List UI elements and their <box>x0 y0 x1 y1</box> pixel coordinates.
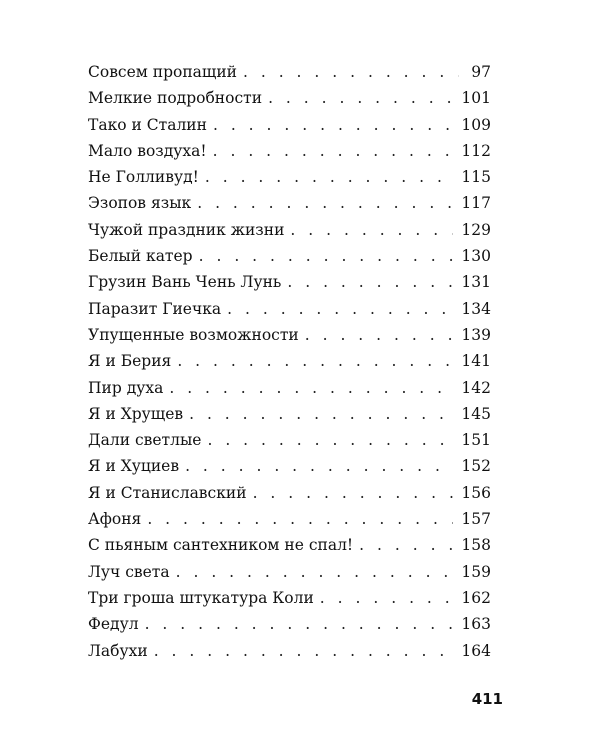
toc-entry-page: 151 <box>461 431 491 450</box>
toc-dot-leader <box>185 453 453 479</box>
toc-dot-leader <box>227 296 453 322</box>
toc-entry[interactable] <box>88 85 491 111</box>
toc-entry-page: 109 <box>461 115 491 134</box>
toc-entry-title: Эзопов язык <box>88 194 192 213</box>
toc-entry[interactable] <box>88 269 491 295</box>
toc-entry-title: Я и Станиславский <box>88 483 247 502</box>
toc-entry-page: 163 <box>461 615 491 634</box>
toc-dot-leader <box>154 638 454 664</box>
toc-dot-leader <box>169 375 453 401</box>
toc-dot-leader <box>290 217 453 243</box>
toc-entry-page: 139 <box>461 325 491 344</box>
table-of-contents <box>88 59 491 664</box>
toc-dot-leader <box>268 85 453 111</box>
toc-dot-leader <box>147 506 453 532</box>
toc-entry[interactable] <box>88 480 491 506</box>
toc-entry[interactable] <box>88 506 491 532</box>
toc-entry-title: Грузин Вань Чень Лунь <box>88 273 282 292</box>
toc-dot-leader <box>197 190 453 216</box>
toc-entry-title: Федул <box>88 615 139 634</box>
toc-entry-title: Я и Хрущев <box>88 404 184 423</box>
toc-entry-page: 112 <box>461 141 491 160</box>
toc-dot-leader <box>213 112 453 138</box>
toc-entry[interactable] <box>88 164 491 190</box>
toc-entry-title: Упущенные возможности <box>88 325 299 344</box>
toc-entry-title: Не Голливуд! <box>88 168 199 187</box>
toc-entry[interactable] <box>88 375 491 401</box>
toc-entry[interactable] <box>88 138 491 164</box>
toc-entry-title: Пир духа <box>88 378 164 397</box>
toc-entry-title: Луч света <box>88 562 170 581</box>
toc-dot-leader <box>320 585 454 611</box>
toc-dot-leader <box>205 164 454 190</box>
toc-dot-leader <box>359 532 453 558</box>
toc-entry-title: Дали светлые <box>88 431 202 450</box>
toc-entry-title: Три гроша штукатура Коли <box>88 588 314 607</box>
toc-entry[interactable] <box>88 112 491 138</box>
toc-dot-leader <box>199 243 454 269</box>
toc-entry[interactable] <box>88 296 491 322</box>
toc-entry[interactable] <box>88 638 491 664</box>
toc-entry[interactable] <box>88 59 491 85</box>
toc-entry-page: 152 <box>461 457 491 476</box>
toc-entry-page: 129 <box>461 220 491 239</box>
toc-dot-leader <box>305 322 454 348</box>
toc-entry-page: 142 <box>461 378 491 397</box>
toc-dot-leader <box>253 480 454 506</box>
toc-dot-leader <box>176 559 454 585</box>
toc-entry-page: 158 <box>461 536 491 555</box>
toc-entry[interactable] <box>88 611 491 637</box>
toc-entry-page: 156 <box>461 483 491 502</box>
toc-entry[interactable] <box>88 559 491 585</box>
toc-entry-title: Чужой праздник жизни <box>88 220 285 239</box>
toc-entry-title: Тако и Сталин <box>88 115 207 134</box>
toc-entry[interactable] <box>88 427 491 453</box>
toc-entry-title: Совсем пропащий <box>88 63 237 81</box>
toc-dot-leader <box>145 611 454 637</box>
toc-entry[interactable] <box>88 401 491 427</box>
toc-entry-page: 162 <box>461 588 491 607</box>
toc-entry[interactable] <box>88 217 491 243</box>
toc-entry[interactable] <box>88 243 491 269</box>
toc-entry[interactable] <box>88 348 491 374</box>
toc-entry-page: 159 <box>461 562 491 581</box>
toc-entry-page: 145 <box>461 404 491 423</box>
toc-entry-title: Я и Хуциев <box>88 457 180 476</box>
toc-entry[interactable] <box>88 453 491 479</box>
toc-entry-title: С пьяным сантехником не спал! <box>88 536 354 555</box>
toc-dot-leader <box>287 269 453 295</box>
toc-entry-page: 115 <box>461 168 491 187</box>
toc-entry[interactable] <box>88 585 491 611</box>
toc-entry-page: 134 <box>461 299 491 318</box>
toc-entry-page: 141 <box>461 352 491 371</box>
toc-dot-leader <box>213 138 454 164</box>
toc-entry-title: Мелкие подробности <box>88 89 263 108</box>
toc-entry[interactable] <box>88 532 491 558</box>
toc-entry[interactable] <box>88 190 491 216</box>
toc-entry-page: 131 <box>461 273 491 292</box>
toc-entry[interactable] <box>88 322 491 348</box>
toc-entry-page: 97 <box>471 63 491 81</box>
toc-entry-page: 117 <box>461 194 491 213</box>
toc-entry-title: Я и Берия <box>88 352 172 371</box>
toc-dot-leader <box>177 348 453 374</box>
toc-entry-page: 157 <box>461 510 491 529</box>
toc-dot-leader <box>243 59 459 85</box>
toc-entry-title: Белый катер <box>88 247 193 266</box>
toc-dot-leader <box>207 427 453 453</box>
page-number: 411 <box>471 690 503 708</box>
toc-entry-page: 101 <box>461 89 491 108</box>
toc-entry-title: Мало воздуха! <box>88 141 207 160</box>
toc-entry-title: Паразит Гиечка <box>88 299 222 318</box>
toc-entry-page: 130 <box>461 247 491 266</box>
toc-entry-title: Афоня <box>88 510 142 529</box>
toc-entry-page: 164 <box>461 641 491 660</box>
toc-dot-leader <box>189 401 453 427</box>
toc-entry-title: Лабухи <box>88 641 148 660</box>
